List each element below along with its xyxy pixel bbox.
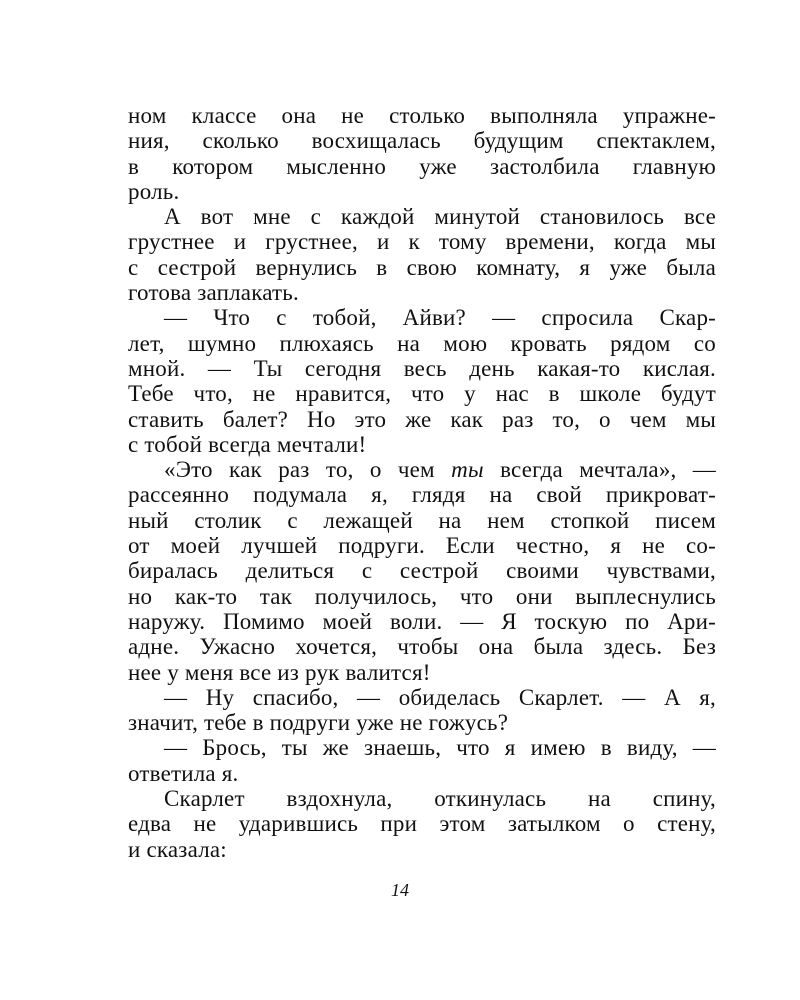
page-number: 14 [391,880,409,900]
text-segment: «Это как раз то, о чем [164,457,452,483]
text-line: от моей лучшей подруги. Если честно, я не со- [128,533,716,559]
book-page-text [128,103,716,903]
text-segment: всегда мечтала», — [483,457,716,483]
text-line: но как-то так получилось, что они выплеснулись [128,583,716,609]
text-line: рассеянно подумала я, глядя на свой прикроват- [128,482,716,508]
text-line: нее у меня все из рук валится! [128,659,431,685]
text-line: ставить балет? Но это же как раз то, о чем мы [128,406,716,432]
text-line: Скарлет вздохнула, откинулась на спину, [164,786,716,812]
text-line: с сестрой вернулись в свою комнату, я уже была [128,254,716,280]
text-line: и сказала: [128,836,227,862]
text-line: лет, шумно плюхаясь на мою кровать рядом со [128,330,716,356]
text-line: значит, тебе в подруги уже не гожусь? [128,710,509,736]
text-line: биралась делиться с сестрой своими чувствами, [128,558,716,584]
text-line: с тобой всегда мечтали! [128,431,367,457]
text-line: адне. Ужасно хочется, чтобы она была здесь. Без [128,634,716,660]
text-line: ном классе она не столько выполняла упражне- [128,103,716,128]
text-line: Тебе что, не нравится, что у нас в школе будут [128,381,716,407]
text-line: наружу. Помимо моей воли. — Я тоскую по Ари- [128,608,716,634]
text-line [128,457,716,482]
text-line: — Брось, ты же знаешь, что я имею в виду, — [164,735,716,761]
text-line: ния, сколько восхищалась будущим спектаклем, [128,128,716,154]
text-line: ответила я. [128,760,239,786]
text-line: мной. — Ты сегодня весь день какая-то кислая. [128,355,716,381]
text-line: в котором мысленно уже застолбила главную [128,153,716,179]
text-line: ный столик с лежащей на нем стопкой писем [128,507,716,533]
text-line: грустнее и грустнее, и к тому времени, когда мы [128,229,716,255]
text-line: едва не ударившись при этом затылком о стену, [128,811,716,837]
text-line: роль. [128,178,180,204]
text-line: — Ну спасибо, — обиделась Скарлет. — А я, [164,684,716,710]
italic-word: ты [451,457,484,483]
text-line: готова заплакать. [128,280,299,306]
text-line: — Что с тобой, Айви? — спросила Скар- [164,305,716,331]
text-line: А вот мне с каждой минутой становилось все [164,204,716,230]
